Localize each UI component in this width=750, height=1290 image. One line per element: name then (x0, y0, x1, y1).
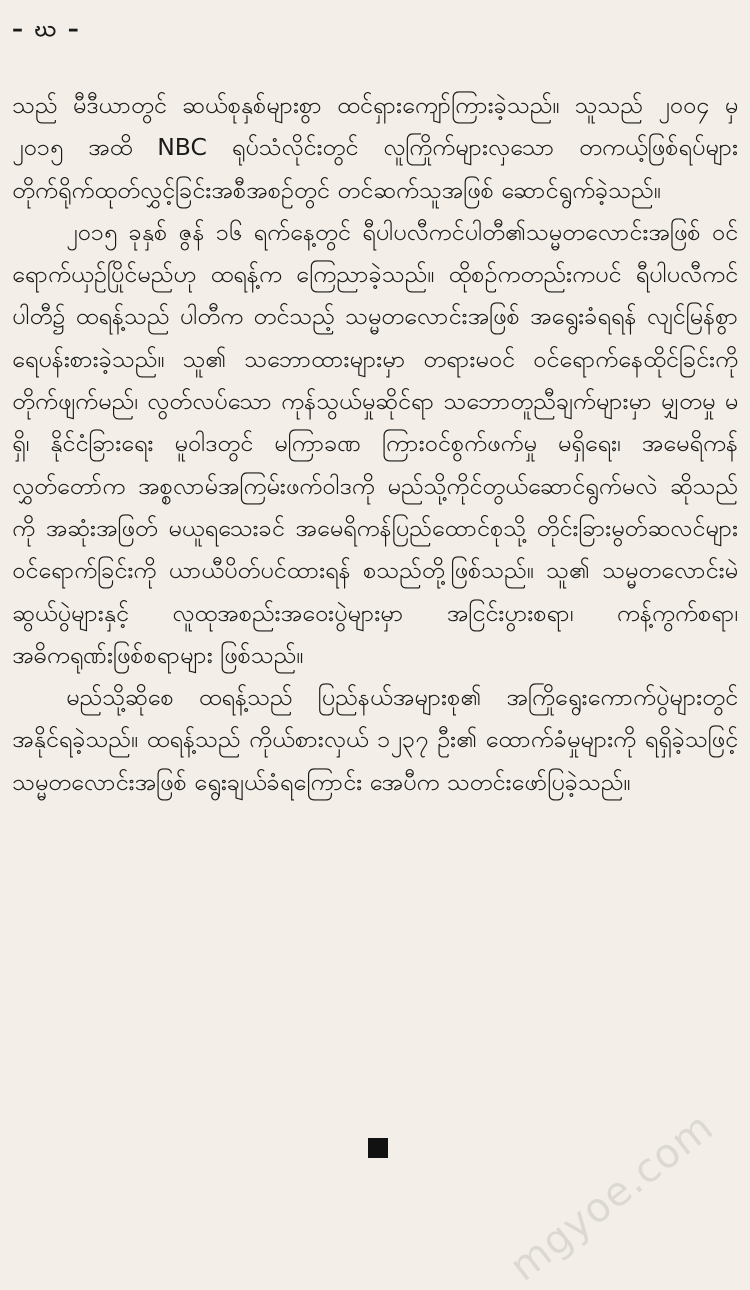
paragraph-2: ၂၀၁၅ ခုနှစ် ဇွန် ၁၆ ရက်နေ့တွင် ရီပါပလီကင်ပါတီ၏သမ္မတလောင်းအဖြစ် ဝင်ရောက်ယှဉ်ပြိုင်မည်ဟု ထရန့်က ကြေညာခဲ့သည်။ ထိုစဉ်ကတည်းကပင် ရီပါပလီကင်ပါတီ၌ ထရန့်သည် ပါတီက တင်သည့် သမ္မတလောင်းအဖြစ် အရွေးခံရရန် လျင်မြန်စွာ ရေပန်းစားခဲ့သည်။ သူ၏ သဘောထားများမှာ တရားမဝင် ဝင်ရောက်နေထိုင်ခြင်းကို တိုက်ဖျက်မည်၊ လွတ်လပ်သော ကုန်သွယ်မှုဆိုင်ရာ သဘောတူညီချက်များမှာ မျှတမှု မရှိ၊ နိုင်ငံခြားရေး မူဝါဒတွင် မကြာခဏ ကြားဝင်စွက်ဖက်မှု မရှိရေး၊ အမေရိကန်လွှတ်တော်က အစ္စလာမ်အကြမ်းဖက်ဝါဒကို မည်သို့ကိုင်တွယ်ဆောင်ရွက်မလဲ ဆိုသည်ကို အဆုံးအဖြတ် မယူရသေးခင် အမေရိကန်ပြည်ထောင်စုသို့ တိုင်းခြားမွတ်ဆလင်များ ဝင်ရောက်ခြင်းကို ယာယီပိတ်ပင်ထားရန် စသည်တို့ဖြစ်သည်။ သူ၏ သမ္မတလောင်းမဲဆွယ်ပွဲများနှင့် လူထုအစည်းအဝေးပွဲများမှာ အငြင်းပွားစရာ၊ ကန့်ကွက်စရာ၊ အဓိကရုဏ်းဖြစ်စရာများ ဖြစ်သည်။ (12, 217, 738, 669)
page-number-marker: – ဃ – (12, 17, 81, 42)
paragraph-1: သည် မီဒီယာတွင် ဆယ်စုနှစ်များစွာ ထင်ရှားကျော်ကြားခဲ့သည်။ သူသည် ၂၀၀၄ မှ ၂၀၁၅ အထိ NBC ရုပ်သံလိုင်းတွင် လူကြိုက်များလှသော တကယ့်ဖြစ်ရပ်များ တိုက်ရိုက်ထုတ်လွှင့်ခြင်းအစီအစဉ်တွင် တင်ဆက်သူအဖြစ် ဆောင်ရွက်ခဲ့သည်။ (12, 91, 738, 204)
body-text (12, 84, 738, 803)
end-of-section-square (368, 1138, 388, 1158)
paragraph-3: မည်သို့ဆိုစေ ထရန့်သည် ပြည်နယ်အများစု၏ အကြိုရွေးကောက်ပွဲများတွင် အနိုင်ရခဲ့သည်။ ထရန့်သည် ကိုယ်စားလှယ် ၁၂၃၇ ဦး၏ ထောက်ခံမှုများကို ရရှိခဲ့သဖြင့် သမ္မတလောင်းအဖြစ် ရွေးချယ်ခံရကြောင်း အေပီက သတင်းဖော်ပြခဲ့သည်။ (12, 683, 738, 796)
watermark-text: mgyoe.com (501, 1103, 722, 1290)
